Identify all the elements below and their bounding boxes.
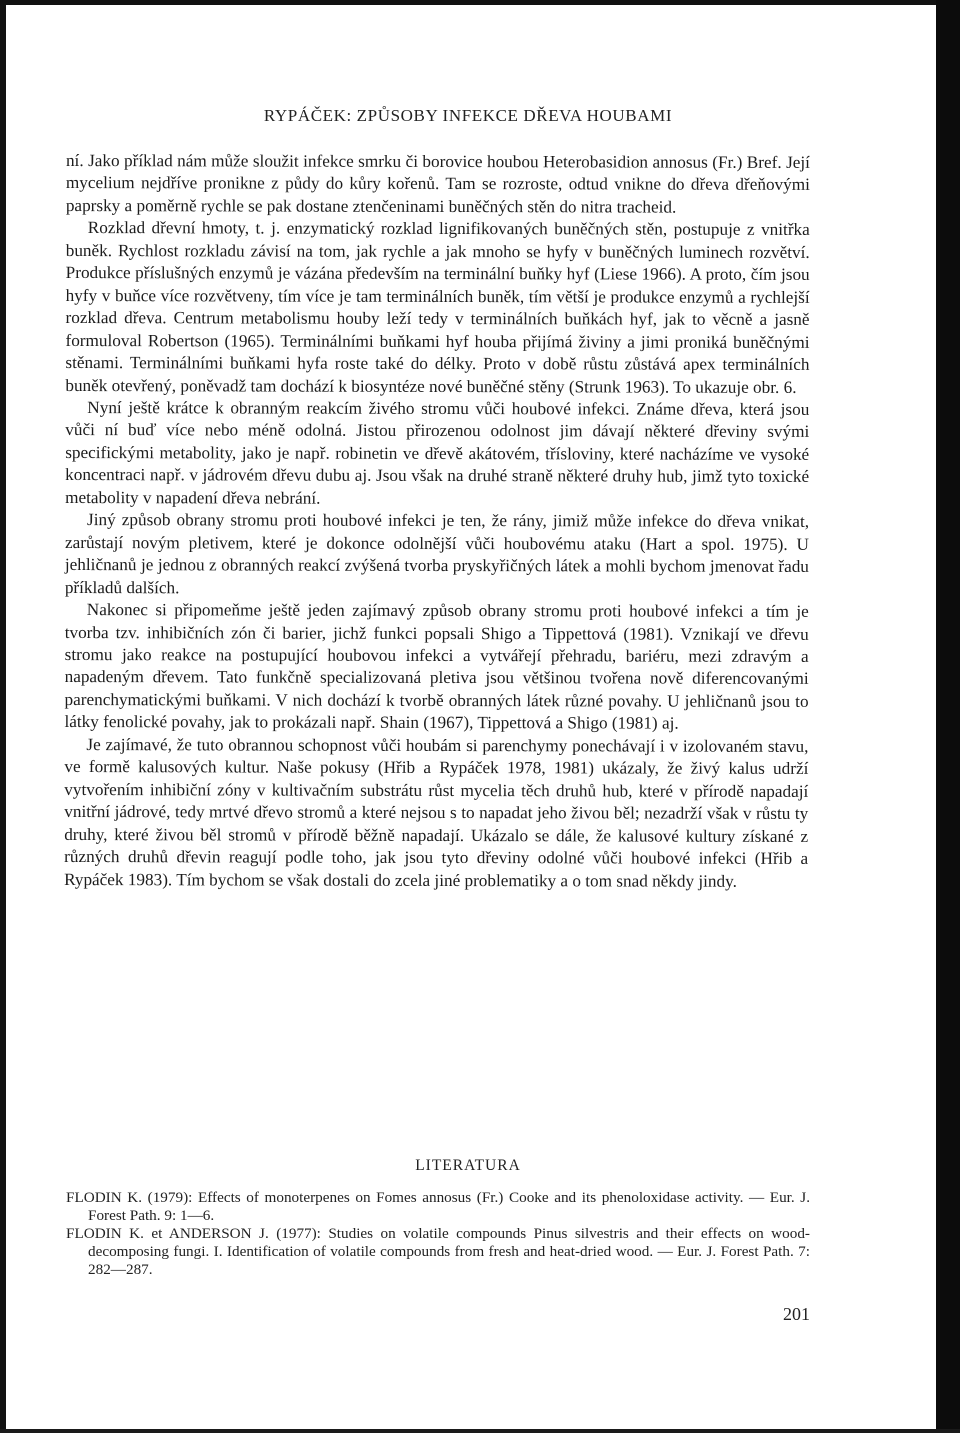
paragraph: Je zajímavé, že tuto obrannou schopnost vůči houbám si parenchymy ponechávají i v izolovaném stavu, ve formě kalusových kultur. Naše pokusy (Hřib a Rypáček 1978, 1981) ukázaly, že živý kalus udrží vytvořením inhibiční zóny v kultivačním substrátu růst mycelia těch druhů hub, které v přírodě napadají vnitřní jádrové, tedy mrtvé dřevo stromů a které nejsou s to napadat jeho živou běl; nezadrží však v růstu ty druhy, které živou běl stromů v přírodě běžně napadají. Ukázalo se dále, že kalusové kultury získané z různých druhů dřevin reagují podle toho, jak jsou tyto dřeviny odolné vůči houbové infekci (Hřib a Rypáček 1983). Tím bychom se však dostali do zcela jiné problematiky a o tom snad někdy jindy. — [64, 734, 809, 891]
paragraph: Jiný způsob obrany stromu proti houbové infekci je ten, že rány, jimiž může infekce do dřeva vnikat, zarůstají novým pletivem, které je dokonce odolnější vůči houbovému ataku (Hart a spol. 1975). U jehličnanů je jednou z obranných reakcí zvýšená tvorba pryskyřičných látek a mohli bychom jmenovat řadu příkladů dalších. — [64, 510, 810, 597]
reference-entry: FLODIN K. (1979): Effects of monoterpenes on Fomes annosus (Fr.) Cooke and its phenoloxidase activity. — Eur. J. Forest Path. 9: 1—6. — [66, 1189, 810, 1224]
reference-entry: FLODIN K. et ANDERSON J. (1977): Studies on volatile compounds Pinus silvestris and their effects on wood-decomposing fungi. I. Identification of volatile compounds from fresh and heat-dried wood. — Eur. J. Forest Path. 7: 282—287. — [66, 1225, 810, 1278]
paragraph: Nakonec si připomeňme ještě jeden zajímavý způsob obrany stromu proti houbové infekci a tím je tvorba tzv. inhibičních zón či barier, jichž funkci popsali Shigo a Tippettová (1981). Vznikají ve dřevu stromu jako reakce na postupující houbovou infekci a vytvářejí přehradu, bariéru, mezi zdravým a napadeným dřevem. Tato funkčně specializovaná pletiva jsou většinou tvořena nově diferencovanými parenchymatickými buňkami. V nich dochází k tvorbě obranných látek různé povahy. U jehličnanů jsou to látky fenolické povahy, jak to prokázali např. Shain (1967), Tippettová a Shigo (1981) aj. — [64, 600, 809, 733]
scan-border-top — [0, 0, 960, 5]
scan-border-bottom — [0, 1429, 960, 1433]
literature-heading: LITERATURA — [415, 1157, 521, 1174]
running-head: RYPÁČEK: ZPŮSOBY INFEKCE DŘEVA HOUBAMI — [263, 106, 673, 125]
scan-border-right — [936, 0, 960, 1433]
reference-list — [66, 1189, 810, 1279]
paragraph: Rozklad dřevní hmoty, t. j. enzymatický rozklad lignifikovaných buněčných stěn, postupuje z vnitřka buněk. Rychlost rozkladu závisí na tom, jak rychle a jak mnoho se hyfy v buněčných luminech rozvětví. Produkce příslušných enzymů je vázána především na terminální buňky hyf (Liese 1966). A proto, čím jsou hyfy v buňce více rozvětveny, tím více je tam terminálních buněk, tím větší je produkce enzymů a rychlejší rozklad dřeva. Centrum metabolismu houby leží tedy v terminálních buňkách hyf, jak to věcně a jasně formuloval Robertson (1965). Terminálními buňkami hyf houba přijímá živiny a jimi proniká buněčnými stěnami. Terminálními buňkami hyfa roste také do délky. Proto v době růstu zůstává apex terminálních buněk otevřený, poněvadž tam dochází k biosyntéze nové buněčné stěny (Strunk 1963). To ukazuje obr. 6. — [65, 218, 810, 397]
scan-border-left — [0, 0, 6, 1433]
paragraph: Nyní ještě krátce k obranným reakcím živého stromu vůči houbové infekci. Známe dřeva, která jsou vůči ní buď více nebo méně odolná. Jistou přirozenou odolnost jim dávají některé dřeviny svými specifickými metabolity, jako je např. robinetin ve dřevě akátovém, třísloviny, které nacházíme ve vysoké koncentraci např. v jádrovém dřevu dubu aj. Jsou však na druhé straně některé druhy hub, jimž tyto toxické metabolity v napadení dřeva nebrání. — [65, 398, 810, 508]
page-number: 201 — [783, 1304, 810, 1324]
body-text — [64, 150, 810, 893]
paragraph: ní. Jako příklad nám může sloužit infekce smrku či borovice houbou Heterobasidion annosus (Fr.) Bref. Její mycelium nejdříve pronikne z půdy do kůry kořenů. Tam se rozroste, odtud vnikne do dřeva dřeňovými paprsky a poměrně rychle se pak dostane ztenčeninami buněčných stěn do nitra tracheid. — [65, 151, 810, 217]
